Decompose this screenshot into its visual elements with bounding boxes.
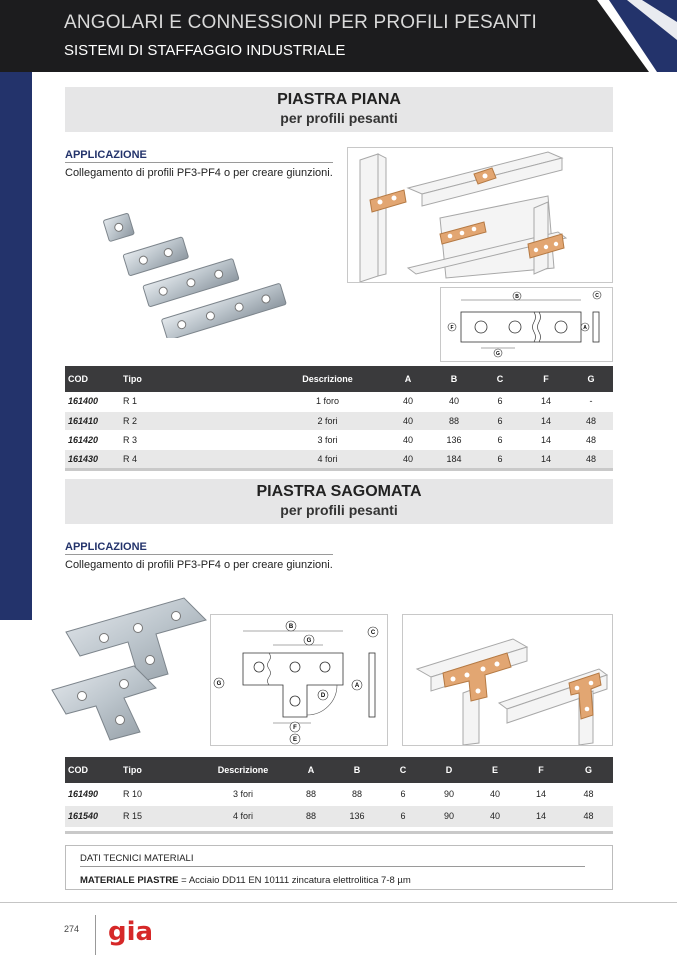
section1-title-box (65, 87, 613, 132)
cell-tipo: R 4 (120, 449, 270, 468)
cell-cod: 161540 (65, 805, 120, 827)
cell-cod: 161430 (65, 449, 120, 468)
cell-d: 90 (426, 783, 472, 805)
col-header: E (472, 757, 518, 783)
cell-descrizione: 1 foro (270, 392, 385, 411)
cell-c: 6 (380, 783, 426, 805)
section1-app-text: Collegamento di profili PF3-PF4 o per creare giunzioni. (65, 167, 333, 179)
section1-subtitle: per profili pesanti (280, 110, 398, 126)
diagram2-label-a: A (354, 683, 360, 689)
cell-g: - (569, 392, 613, 411)
cell-f: 14 (523, 411, 569, 430)
diagram1-label-b: B (515, 294, 519, 300)
col-header: B (334, 757, 380, 783)
section1-app-label: APPLICAZIONE (65, 149, 333, 163)
cell-cod: 161420 (65, 430, 120, 449)
cell-b: 88 (431, 411, 477, 430)
cell-descrizione: 4 fori (198, 805, 288, 827)
section1-spec-table (65, 366, 613, 469)
cell-b: 136 (334, 805, 380, 827)
section1-title: PIASTRA PIANA (277, 91, 401, 108)
diagram1-label-g: G (496, 351, 500, 357)
cell-cod: 161410 (65, 411, 120, 430)
col-header: G (569, 366, 613, 392)
col-header: D (426, 757, 472, 783)
cell-d: 90 (426, 805, 472, 827)
diagram2-label-d: D (320, 693, 326, 699)
cell-cod: 161400 (65, 392, 120, 411)
table-header-row (65, 757, 613, 783)
footer-separator (95, 915, 96, 955)
section2-spec-table (65, 757, 613, 828)
header-corner-graphic (587, 0, 677, 72)
cell-b: 136 (431, 430, 477, 449)
section2-technical-drawing (210, 614, 388, 746)
section1-application-photo (347, 147, 613, 283)
table-row (65, 392, 613, 411)
page-header (0, 0, 677, 72)
diagram1-label-a: A (583, 325, 587, 331)
header-subtitle: SISTEMI DI STAFFAGGIO INDUSTRIALE (64, 42, 346, 59)
cell-tipo: R 1 (120, 392, 270, 411)
logo-text: gia (108, 917, 154, 947)
cell-descrizione: 4 fori (270, 449, 385, 468)
section2-app-text: Collegamento di profili PF3-PF4 o per creare giunzioni. (65, 559, 333, 571)
cell-f: 14 (523, 392, 569, 411)
table-header-row (65, 366, 613, 392)
cell-descrizione: 3 fori (270, 430, 385, 449)
diagram1-label-c: C (595, 293, 599, 299)
section2-app-label: APPLICAZIONE (65, 541, 333, 555)
col-header: Tipo (120, 757, 198, 783)
section2-title-box (65, 479, 613, 524)
col-header: F (518, 757, 564, 783)
cell-c: 6 (477, 430, 523, 449)
cell-tipo: R 10 (120, 783, 198, 805)
cell-g: 48 (564, 805, 613, 827)
cell-a: 40 (385, 411, 431, 430)
section2-application-photo (402, 614, 613, 746)
cell-c: 6 (477, 449, 523, 468)
cell-a: 40 (385, 430, 431, 449)
table-bottom-rule (65, 468, 613, 471)
cell-e: 40 (472, 783, 518, 805)
cell-a: 88 (288, 805, 334, 827)
diagram2-label-e: E (292, 737, 298, 743)
page-number: 274 (64, 924, 80, 934)
cell-f: 14 (523, 449, 569, 468)
diagram2-label-f: F (293, 725, 297, 731)
section2-title: PIASTRA SAGOMATA (256, 483, 422, 500)
materials-line (80, 875, 411, 886)
materials-label: MATERIALE PIASTRE (80, 875, 179, 886)
cell-c: 6 (477, 411, 523, 430)
materials-heading: DATI TECNICI MATERIALI (80, 853, 585, 867)
cell-c: 6 (380, 805, 426, 827)
col-header: A (385, 366, 431, 392)
table-row (65, 805, 613, 827)
cell-a: 40 (385, 392, 431, 411)
col-header: Tipo (120, 366, 270, 392)
section2-subtitle: per profili pesanti (280, 502, 398, 518)
col-header: B (431, 366, 477, 392)
cell-descrizione: 2 fori (270, 411, 385, 430)
diagram1-label-f: F (450, 325, 454, 331)
table-row (65, 449, 613, 468)
table-row (65, 430, 613, 449)
cell-cod: 161490 (65, 783, 120, 805)
cell-g: 48 (569, 411, 613, 430)
cell-f: 14 (523, 430, 569, 449)
table-row (65, 411, 613, 430)
flat-plates-photo (100, 208, 290, 338)
header-title: ANGOLARI E CONNESSIONI PER PROFILI PESANTI (64, 12, 537, 33)
cell-a: 88 (288, 783, 334, 805)
cell-tipo: R 15 (120, 805, 198, 827)
table-row (65, 783, 613, 805)
col-header: C (380, 757, 426, 783)
cell-g: 48 (564, 783, 613, 805)
cell-b: 88 (334, 783, 380, 805)
col-header: C (477, 366, 523, 392)
cell-g: 48 (569, 449, 613, 468)
cell-e: 40 (472, 805, 518, 827)
cell-b: 184 (431, 449, 477, 468)
cell-g: 48 (569, 430, 613, 449)
diagram2-label-b: B (288, 624, 294, 630)
materials-value: = Acciaio DD11 EN 10111 zincatura elettrolitica 7-8 µm (178, 875, 411, 886)
col-header: COD (65, 366, 120, 392)
cell-a: 40 (385, 449, 431, 468)
col-header: G (564, 757, 613, 783)
footer-rule (0, 902, 677, 903)
cell-tipo: R 3 (120, 430, 270, 449)
left-accent-band (0, 72, 32, 620)
gia-logo (106, 912, 156, 952)
cell-f: 14 (518, 805, 564, 827)
section1-technical-drawing (440, 287, 613, 362)
cell-b: 40 (431, 392, 477, 411)
col-header: A (288, 757, 334, 783)
col-header: F (523, 366, 569, 392)
materials-box (65, 845, 613, 890)
diagram2-label-g-left: G (216, 681, 222, 687)
cell-tipo: R 2 (120, 411, 270, 430)
col-header: Descrizione (198, 757, 288, 783)
table-bottom-rule (65, 831, 613, 834)
diagram2-label-c: C (370, 630, 376, 636)
cell-f: 14 (518, 783, 564, 805)
diagram2-label-g-top: G (306, 638, 312, 644)
col-header: Descrizione (270, 366, 385, 392)
cell-descrizione: 3 fori (198, 783, 288, 805)
col-header: COD (65, 757, 120, 783)
shaped-plates-photo (44, 592, 210, 742)
cell-c: 6 (477, 392, 523, 411)
